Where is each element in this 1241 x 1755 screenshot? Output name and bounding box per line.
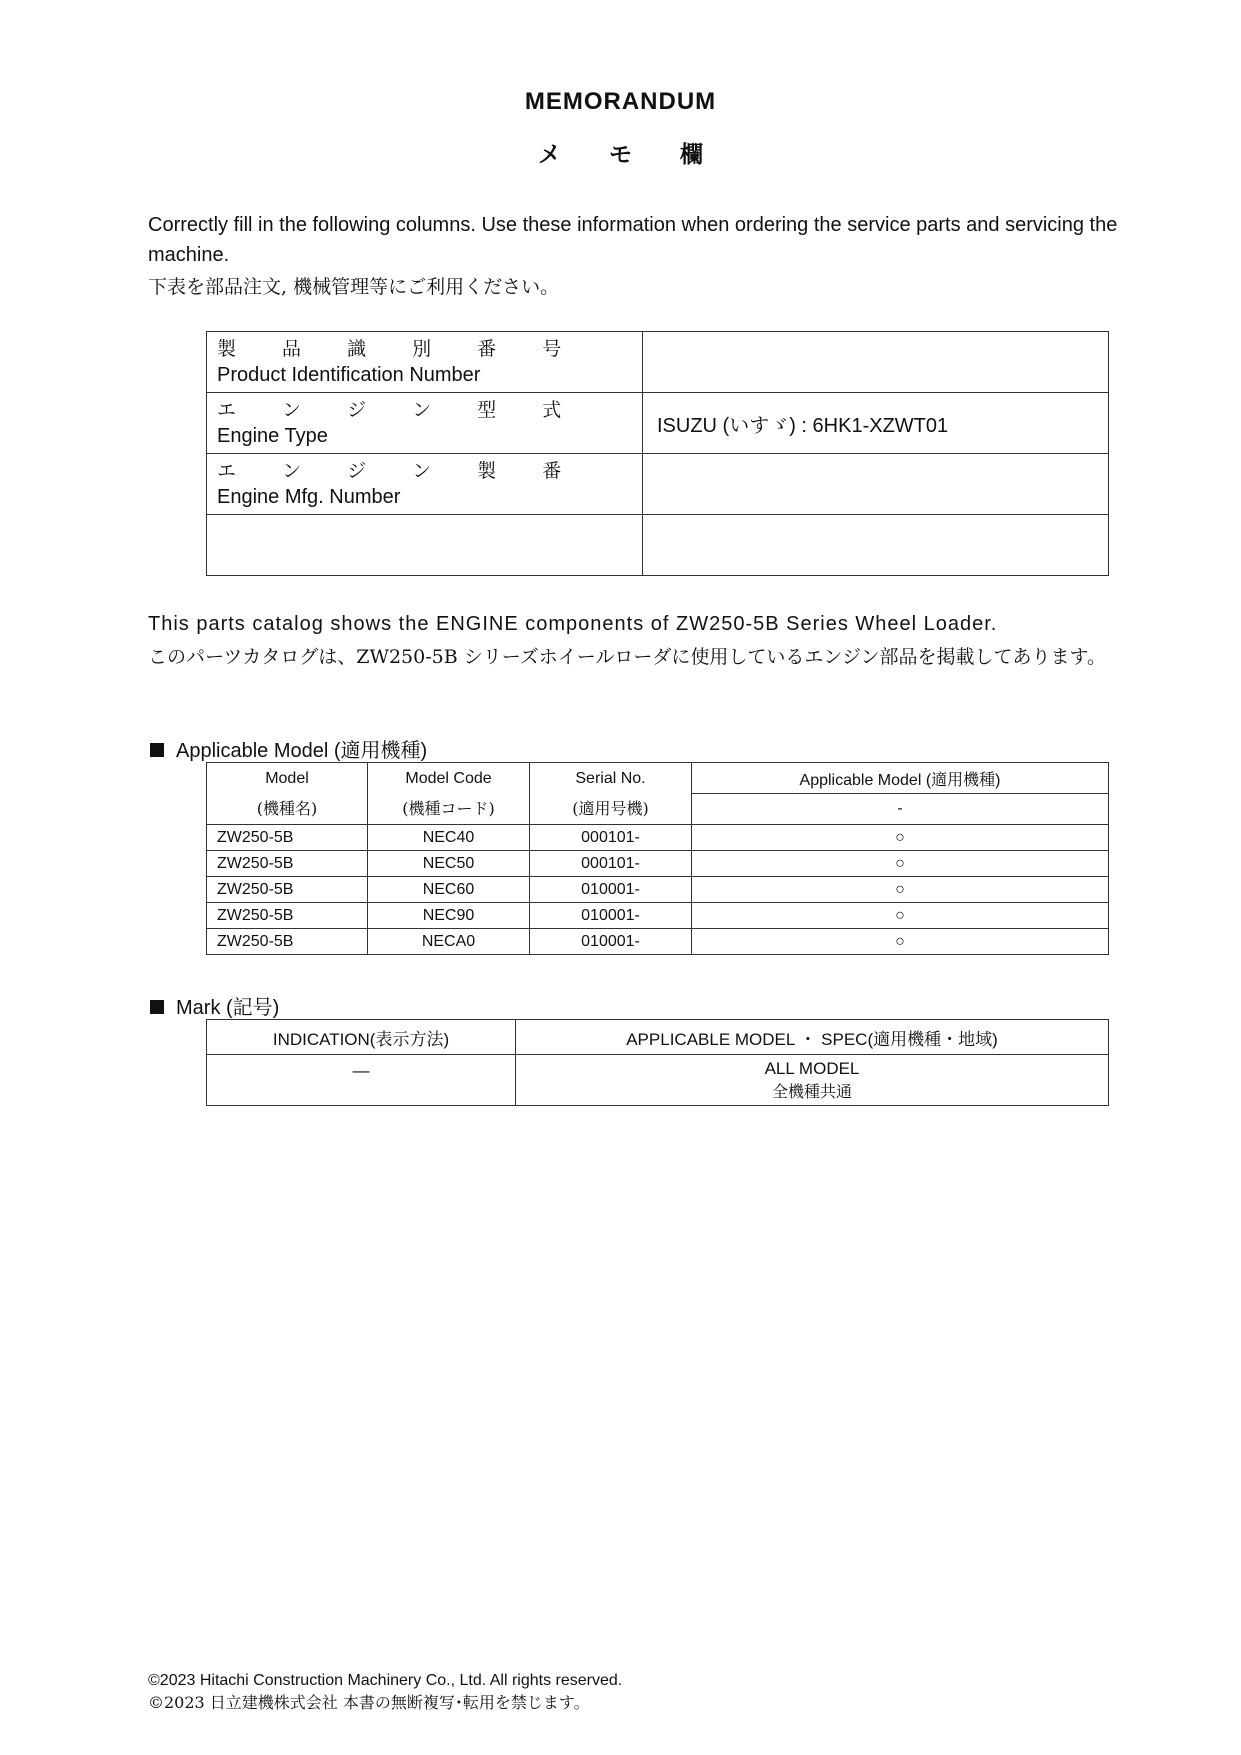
blank-value-field[interactable] [643,515,1109,576]
header-spec: APPLICABLE MODEL ・ SPEC(適用機種・地域) [516,1020,1109,1055]
model-cell: ZW250-5B [207,903,368,929]
heading-text: Applicable Model (適用機種) [176,740,428,762]
page-title: MEMORANDUM [524,88,717,115]
mark-heading [150,991,279,1020]
engine-type-value: ISUZU (いすゞ) : 6HK1-XZWT01 [643,393,1109,454]
label-cell [207,454,643,515]
serial-cell: 010001- [530,877,692,903]
label-jp: 製 品 識 別 番 号 [217,338,582,360]
header-indication: INDICATION(表示方法) [207,1020,516,1055]
code-cell: NEC50 [368,851,530,877]
applicable-model-table [206,762,1109,955]
header-applicable-sub: - [692,794,1109,825]
catalog-description-jp: このパーツカタログは、ZW250-5B シリーズホイールローダに使用しているエンジン部品を掲載してあります。 [148,646,1106,668]
code-cell: NEC90 [368,903,530,929]
applicable-mark-cell: ○ [692,877,1109,903]
header-serial-jp: (適用号機) [572,798,649,818]
engine-mfg-number-field[interactable] [643,454,1109,515]
header-code [368,763,530,825]
label-cell [207,393,643,454]
table-row [207,1055,1109,1106]
model-cell: ZW250-5B [207,877,368,903]
label-en: Engine Mfg. Number [217,486,401,508]
table-row [207,851,1109,877]
header-model [207,763,368,825]
catalog-description: This parts catalog shows the ENGINE components of ZW250-5B Series Wheel Loader. [148,613,998,635]
serial-cell: 000101- [530,825,692,851]
square-bullet-icon [150,743,164,757]
label-jp: エ ン ジ ン 製 番 [217,460,582,482]
table-row [207,454,1109,515]
code-cell: NEC60 [368,877,530,903]
serial-cell: 000101- [530,851,692,877]
square-bullet-icon [150,1000,164,1014]
label-en: Engine Type [217,425,328,447]
blank-label-field[interactable] [207,515,643,576]
product-id-field[interactable] [643,332,1109,393]
heading-text: Mark (記号) [176,997,280,1019]
label-en: Product Identification Number [217,364,481,386]
applicable-model-heading [150,734,427,763]
table-row [207,515,1109,576]
page-subtitle: メ モ 欄 [537,141,703,168]
header-model-jp: (機種名) [256,798,318,818]
header-row [207,1020,1109,1055]
label-cell [207,332,643,393]
identification-table [206,331,1109,576]
copyright-jp: ©2023 日立建機株式会社 本書の無断複写･転用を禁じます。 [148,1693,590,1712]
model-cell: ZW250-5B [207,851,368,877]
table-row [207,825,1109,851]
intro-text-jp: 下表を部品注文, 機械管理等にご利用ください。 [148,276,560,298]
code-cell: NECA0 [368,929,530,955]
table-row [207,332,1109,393]
table-row [207,877,1109,903]
applicable-mark-cell: ○ [692,851,1109,877]
header-code-jp: (機種コード) [402,798,495,818]
table-row [207,929,1109,955]
spec-text: ALL MODEL [764,1059,860,1078]
code-cell: NEC40 [368,825,530,851]
table-row [207,903,1109,929]
header-model-en: Model [265,769,309,787]
header-serial-en: Serial No. [575,769,646,787]
header-row [207,763,1109,794]
table-row [207,393,1109,454]
mark-table [206,1019,1109,1106]
serial-cell: 010001- [530,929,692,955]
spec-cell [516,1055,1109,1106]
header-serial [530,763,692,825]
header-code-en: Model Code [405,769,492,787]
label-jp: エ ン ジ ン 型 式 [217,399,582,421]
spec-text-jp: 全機種共通 [771,1082,852,1101]
model-cell: ZW250-5B [207,929,368,955]
model-cell: ZW250-5B [207,825,368,851]
applicable-mark-cell: ○ [692,929,1109,955]
serial-cell: 010001- [530,903,692,929]
copyright [148,1670,622,1714]
header-applicable: Applicable Model (適用機種) [692,763,1109,794]
intro-text: Correctly fill in the following columns. Use these information when ordering the service parts and servicing the machine. [148,214,1118,266]
applicable-mark-cell: ○ [692,903,1109,929]
copyright-en: ©2023 Hitachi Construction Machinery Co., Ltd. All rights reserved. [148,1672,623,1689]
indication-cell: — [207,1055,516,1106]
applicable-mark-cell: ○ [692,825,1109,851]
